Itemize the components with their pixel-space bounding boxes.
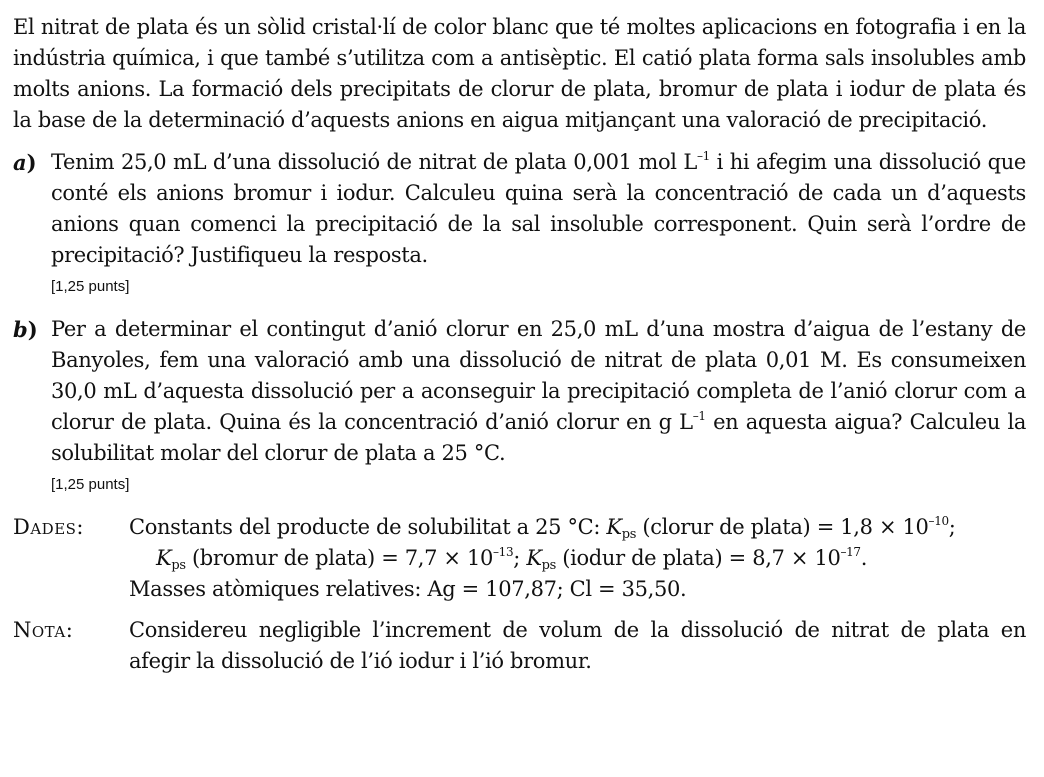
data-section [13,512,1026,605]
unit-exponent: –1 [696,149,710,163]
data-line-2: $K_{ps}$ (bromur de plata) = $7,7 \times 10^{-13}$; $K_{ps}$ (iodur de plata) = $8,7 \times 10^{-17}$. [156,545,868,573]
question-b-letter: b) [13,317,38,342]
intro-paragraph: El nitrat de plata és un sòlid cristal·lí de color blanc que té moltes aplicacions en fotografia i en la indústria química, i que també s’utilitza com a antisèptic. El catió plata forma sals insolubles amb molts anions. La formació dels precipitats de clorur de plata, bromur de plata i iodur de plata és la base de la determinació d’aquests anions en aigua mitjançant una valoració de precipitació. [13,15,1026,132]
question-b [13,314,1026,495]
question-a-text: Tenim 25,0 mL d’una dissolució de nitrat de plata 0,001 mol $L^{-1}$ i hi afegim una dissolució que conté els anions bromur i iodur. Calculeu quina serà la concentració de cada un d’aquests anions quan comenci la precipitació de la sal insoluble corresponent. Quin serà l’ordre de precipitació? Justifiqueu la resposta. [51,149,1027,267]
data-label: Dades: [13,515,84,539]
data-line-1: Constants del producte de solubilitat a 25 °C: $K_{ps}$ (clorur de plata) = $1,8 \times 10^{-10}$; [129,514,956,542]
note-section [13,615,1026,677]
note-label: Nota: [13,618,74,642]
question-a-letter: a) [13,150,37,175]
question-a-points: [1,25 punts] [51,278,130,295]
data-line-3: Masses atòmiques relatives: Ag = 107,87; Cl = 35,50. [129,577,687,601]
question-b-text: Per a determinar el contingut d’anió clorur en 25,0 mL d’una mostra d’aigua de l’estany de Banyoles, fem una valoració amb una dissolució de nitrat de plata 0,01 M. Es consumeixen 30,0 mL d’aquesta dissolució per a aconseguir la precipitació completa de l’anió clorur com a clorur de plata. Quina és la concentració d’anió clorur en g $L^{-1}$ en aquesta aigua? Calculeu la solubilitat molar del clorur de plata a 25 °C. [51,317,1026,465]
question-b-points: [1,25 punts] [51,476,130,493]
note-text: Considereu negligible l’increment de volum de la dissolució de nitrat de plata en afegir la dissolució de l’ió iodur i l’ió bromur. [129,618,1026,673]
question-a [13,147,1026,297]
unit-exponent: –1 [692,409,706,423]
